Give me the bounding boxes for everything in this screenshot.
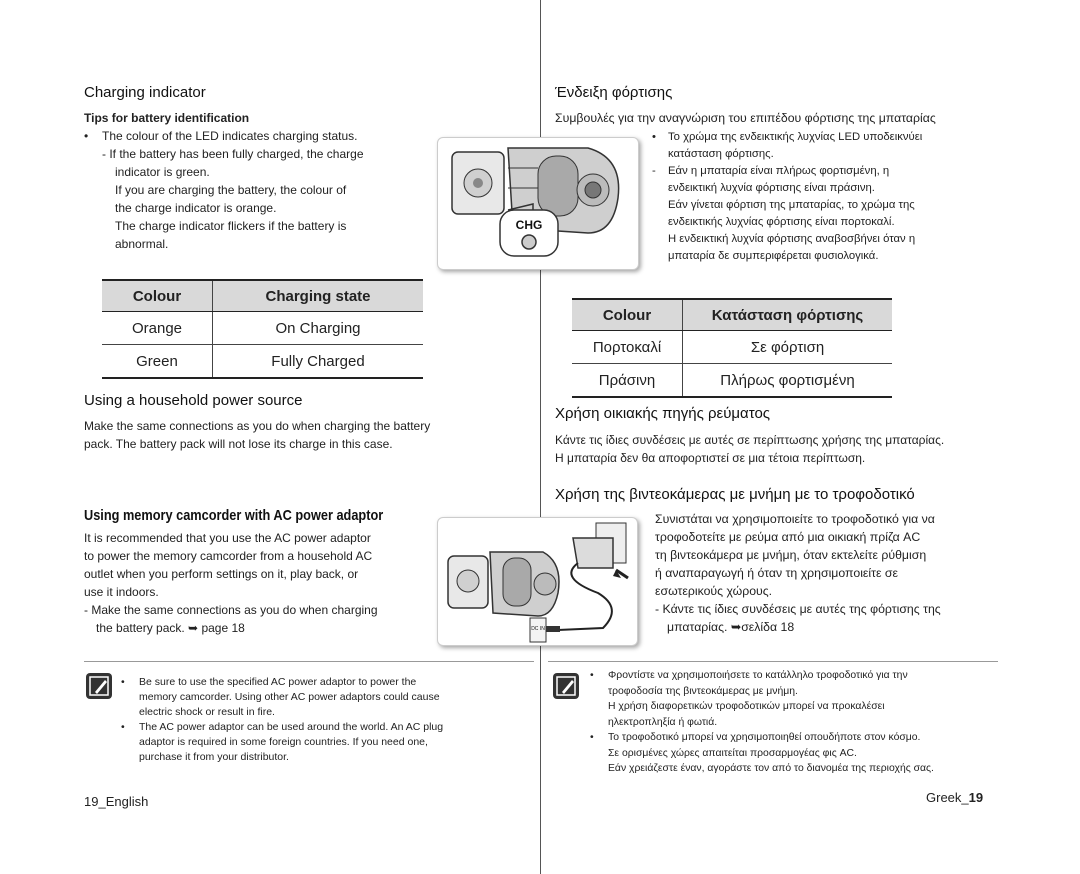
gr-charging-heading: Ένδειξη φόρτισης (555, 84, 673, 101)
charging-heading: Charging indicator (84, 84, 206, 101)
gr-note-b2-l3: Εάν χρειάζεστε έναν, αγοράστε τον από το διανομέα της περιοχής σας. (608, 763, 934, 774)
gr-charging-d4: ενδεικτικής λυχνίας φόρτισης είναι πορτοκαλί. (668, 216, 895, 228)
gr-memory-line-6: - Κάντε τις ίδιες συνδέσεις με αυτές της φόρτισης της (655, 602, 941, 616)
charging-line-5: The charge indicator flickers if the battery is (115, 219, 347, 233)
note-b2-l1: The AC power adaptor can be used around the world. An AC plug (139, 721, 444, 733)
bullet-icon: • (84, 129, 89, 143)
household-line-2: pack. The battery pack will not lose its charge in this case. (84, 437, 393, 451)
dash-mark: - (652, 165, 656, 177)
table-header-state: Charging state (213, 280, 424, 312)
page-prefix-gr: Greek_ (926, 790, 969, 805)
gr-charging-d1: Εάν η μπαταρία είναι πλήρως φορτισμένη, η (668, 165, 890, 177)
gr-note-b1-l2: τροφοδοσία της βιντεοκάμερας με μνήμη. (608, 685, 798, 697)
gr-memory-text (655, 510, 941, 636)
memory-line-2: to power the memory camcorder from a household AC (84, 549, 373, 563)
note-text-gr (590, 668, 1000, 777)
dc-label: DC IN (531, 626, 545, 632)
table-cell-state: Fully Charged (213, 345, 424, 379)
gr-tips-title: Συμβουλές για την αναγνώριση του επιπέδου φόρτισης της μπαταρίας (555, 111, 936, 125)
memory-line-5: - Make the same connections as you do when charging (84, 603, 378, 617)
gr-note-rule (548, 661, 998, 662)
note-b2-l3: purchase it from your distributor. (139, 751, 289, 763)
memory-line-4: use it indoors. (84, 585, 159, 599)
table-header-state: Κατάσταση φόρτισης (683, 299, 893, 331)
gr-note-b1-l1: Φροντίστε να χρησιμοποιήσετε το κατάλληλο τροφοδοτικό για την (608, 670, 908, 681)
charging-dash: - If the battery has been fully charged, the charge (102, 147, 364, 161)
table-row (102, 312, 423, 345)
gr-memory-line-1: Συνιστάται να χρησιμοποιείτε το τροφοδοτικό για να (655, 512, 935, 526)
page-divider (540, 0, 541, 874)
gr-household-line-2: Η μπαταρία δεν θα αποφορτιστεί σε μια τέτοια περίπτωση. (555, 451, 866, 465)
gr-charging-d6: μπαταρία δε συμπεριφέρεται φυσιολογικά. (668, 250, 879, 262)
bullet-icon: • (652, 131, 656, 143)
charging-table-gr (572, 298, 892, 398)
table-cell-state: On Charging (213, 312, 424, 345)
charging-line-4: the charge indicator is orange. (115, 201, 277, 215)
gr-note-b2-l2: Σε ορισμένες χώρες απαιτείται προσαρμογέας φις AC. (608, 747, 857, 759)
note-rule (84, 661, 534, 662)
charging-line-3: If you are charging the battery, the colour of (115, 183, 347, 197)
table-header-colour: Colour (572, 299, 683, 331)
table-row (102, 345, 423, 379)
gr-memory-heading: Χρήση της βιντεοκάμερας με μνήμη με το τροφοδοτικό (555, 486, 915, 503)
gr-household-text (555, 431, 944, 467)
table-header-colour: Colour (102, 280, 213, 312)
memory-line-3: outlet when you perform settings on it, play back, or (84, 567, 359, 581)
gr-note-b1-l3: Η χρήση διαφορετικών τροφοδοτικών μπορεί να προκαλέσει (608, 701, 885, 712)
gr-memory-line-7: μπαταρίας. ➥σελίδα 18 (667, 620, 795, 634)
memory-text (84, 529, 378, 637)
note-b1-l3: electric shock or result in fire. (139, 706, 275, 718)
gr-memory-line-2: τροφοδοτείτε με ρεύμα από μια οικιακή πρίζα AC (655, 530, 921, 544)
table-cell-colour: Πράσινη (572, 364, 683, 398)
gr-memory-line-4: ή αναπαραγωγή ή όταν τη χρησιμοποιείτε σε (655, 566, 898, 580)
gr-memory-line-5: εσωτερικούς χώρους. (655, 584, 773, 598)
memory-line-1: It is recommended that you use the AC power adaptor (84, 531, 371, 545)
household-heading: Using a household power source (84, 392, 303, 409)
note-icon (553, 673, 579, 699)
note-text-en (121, 675, 531, 765)
chg-label: CHG (515, 218, 543, 232)
table-header (572, 299, 892, 331)
bullet-icon: • (121, 721, 125, 733)
bullet-icon: • (590, 670, 594, 681)
note-icon (86, 673, 112, 699)
gr-charging-text (652, 129, 992, 265)
memory-line-6: the battery pack. ➥ page 18 (96, 621, 245, 635)
gr-household-line-1: Κάντε τις ίδιες συνδέσεις με αυτές σε περίπτωσης χρήσης της μπαταρίας. (555, 433, 945, 447)
page-number-gr (926, 790, 983, 805)
charging-text (84, 127, 424, 253)
bullet-icon: • (121, 676, 125, 688)
memory-heading: Using memory camcorder with AC power adaptor (84, 507, 384, 524)
tips-title: Tips for battery identification (84, 111, 250, 125)
gr-charging-bullet: Το χρώμα της ενδεικτικής λυχνίας LED υποδεικνύει (668, 131, 923, 143)
table-cell-colour: Πορτοκαλί (572, 331, 683, 364)
camcorder-illustration (437, 137, 639, 270)
note-b1-l2: memory camcorder. Using other AC power adaptors could cause (139, 691, 440, 703)
table-row (572, 364, 892, 398)
charging-table-en (102, 279, 423, 379)
table-cell-state: Σε φόρτιση (683, 331, 893, 364)
table-row (572, 331, 892, 364)
charging-bullet: The colour of the LED indicates charging status. (102, 129, 358, 143)
gr-charging-bullet-b: κατάσταση φόρτισης. (668, 148, 774, 160)
gr-charging-d3: Εάν γίνεται φόρτιση της μπαταρίας, το χρώμα της (668, 199, 915, 211)
table-header (102, 280, 423, 312)
charging-line-2: indicator is green. (115, 165, 210, 179)
gr-charging-d5: Η ενδεικτική λυχνία φόρτισης αναβοσβήνει όταν η (668, 233, 916, 245)
page-num-gr: 19 (968, 790, 984, 805)
ac-adaptor-illustration (437, 517, 638, 646)
table-cell-colour: Orange (102, 312, 213, 345)
table-cell-colour: Green (102, 345, 213, 379)
charging-line-6: abnormal. (115, 237, 169, 251)
note-b1-l1: Be sure to use the specified AC power adaptor to power the (139, 676, 417, 688)
page-number-en: 19_English (84, 794, 149, 809)
household-line-1: Make the same connections as you do when charging the battery (84, 419, 431, 433)
bullet-icon: • (590, 732, 594, 743)
gr-note-b1-l4: ηλεκτροπληξία ή φωτιά. (608, 716, 718, 728)
gr-household-heading: Χρήση οικιακής πηγής ρεύματος (555, 405, 771, 422)
gr-memory-line-3: τη βιντεοκάμερα με μνήμη, όταν εκτελείτε ρύθμιση (655, 548, 927, 562)
gr-charging-d2: ενδεικτική λυχνία φόρτισης είναι πράσινη. (668, 182, 875, 194)
household-text (84, 417, 430, 453)
gr-note-b2-l1: Το τροφοδοτικό μπορεί να χρησιμοποιηθεί οπουδήποτε στον κόσμο. (608, 732, 921, 743)
note-b2-l2: adaptor is required in some foreign countries. If you need one, (139, 736, 428, 748)
table-cell-state: Πλήρως φορτισμένη (683, 364, 893, 398)
